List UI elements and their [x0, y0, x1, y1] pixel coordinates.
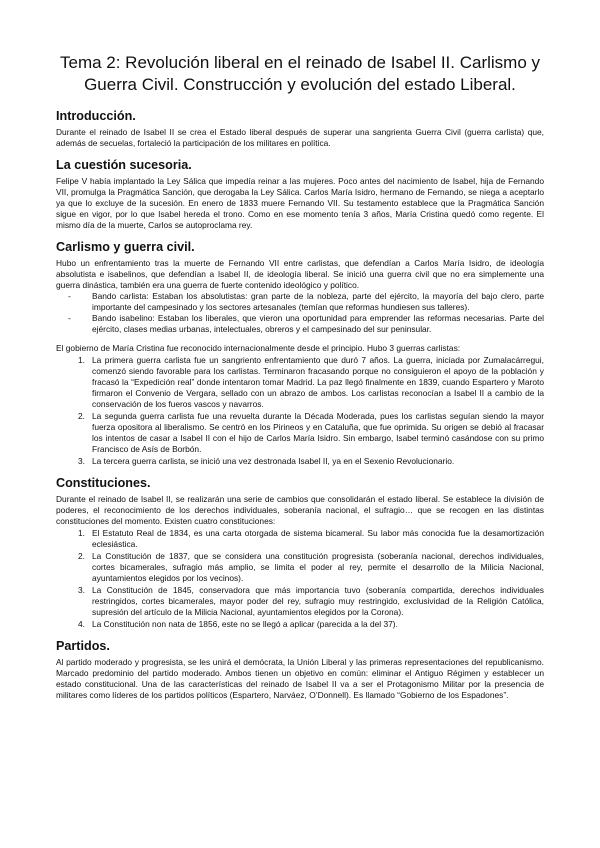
section-heading-cuestion-sucesoria: La cuestión sucesoria.: [56, 158, 192, 172]
list-item: [56, 456, 544, 467]
list-item-text: Bando isabelino: Estaban los liberales, que vieron una oportunidad para emprender las reformas necesarias. Parte del ejército, clases medias urbanas, intelectuales, obreros y el campesinado del sur peninsular.: [92, 313, 544, 334]
list-number: 1.: [78, 528, 85, 538]
list-number: 2.: [78, 411, 85, 421]
bandos-list: [56, 291, 544, 335]
document-title: Tema 2: Revolución liberal en el reinado de Isabel II. Carlismo y Guerra Civil. Construcción y evolución del estado Liberal.: [59, 53, 541, 94]
section-paragraph: Hubo un enfrentamiento tras la muerte de Fernando VII entre carlistas, que defendían a Carlos María Isidro, de ideología absolutista e isabelinos, que defendían a Isabel II, de ideología liberal. Se inició una guerra civil que no era simplemente una guerra dinástica, también era una guerra de fuerte contenido ideológico y político.: [56, 258, 544, 290]
list-item: [56, 585, 544, 618]
list-item-text: La Constitución de 1845, conservadora que más importancia tuvo (soberanía compartida, derechos individuales restringidos, cortes bicamerales, mayor poder del rey, sufragio muy restringido, exclusividad de la Religión Católica, supresión del artículo de la Milicia Nacional, ayuntamientos elegidos por la Corona).: [92, 585, 544, 617]
list-item: [56, 528, 544, 550]
list-number: 3.: [78, 456, 85, 466]
list-number: 4.: [78, 619, 85, 629]
list-item: [56, 619, 544, 630]
list-item: [56, 411, 544, 455]
section-paragraph: Durante el reinado de Isabel II se crea el Estado liberal después de superar una sangrienta Guerra Civil (guerra carlista) que, además de secuelas, fortaleció la participación de los militares en política.: [56, 127, 544, 148]
dash-bullet: -: [68, 291, 71, 301]
section-paragraph: Felipe V había implantado la Ley Sálica que impedía reinar a las mujeres. Poco antes del nacimiento de Isabel, hija de Fernando VII, promulga la Pragmática Sanción, que derogaba la Ley Sálica. Carlos María Isidro, hermano de Fernando, se niega a aceptarlo ya que lo excluye de la sucesión. En enero de 1833 muere Fernando VII. Su testamento establece que la Pragmática Sanción sigue en vigor, por lo que Isabel hereda el trono. Como en ese momento tenía 3 años, María Cristina quedó como regente. El mismo día de la muerte, Carlos se autoproclama rey.: [56, 176, 544, 230]
section-heading-carlismo: Carlismo y guerra civil.: [56, 240, 195, 254]
list-item: [56, 355, 544, 410]
list-number: 2.: [78, 551, 85, 561]
list-item-text: La segunda guerra carlista fue una revuelta durante la Década Moderada, pues los carlistas seguían siendo la mayor fuerza opositora al liberalismo. Se centró en los Pirineos y en Cataluña, que fue oprimida. Su origen se debió al fracasar los intentos de casar a Isabel II con el hijo de Carlos María Isidro. Sin embargo, Isabel terminó casándose con su primo Francisco de Asís de Borbón.: [92, 411, 544, 454]
section-paragraph: El gobierno de María Cristina fue reconocido internacionalmente desde el principio. Hubo 3 guerras carlistas:: [56, 343, 461, 353]
list-item: [56, 313, 544, 335]
section-heading-introduccion: Introducción.: [56, 109, 136, 123]
list-item-text: La tercera guerra carlista, se inició una vez destronada Isabel II, ya en el Sexenio Revolucionario.: [92, 456, 455, 466]
list-number: 1.: [78, 355, 85, 365]
list-item: [56, 551, 544, 584]
list-item-text: La Constitución de 1837, que se considera una constitución progresista (soberanía nacional, derechos individuales, cortes bicamerales, sufragio más amplio, se limita el poder al rey, permite el desarrollo de la Milicia Nacional, ayuntamientos elegidos por los vecinos).: [92, 551, 544, 583]
list-number: 3.: [78, 585, 85, 595]
list-item: [56, 291, 544, 313]
section-heading-constituciones: Constituciones.: [56, 476, 151, 490]
constituciones-list: [56, 528, 544, 630]
list-item-text: Bando carlista: Estaban los absolutistas: gran parte de la nobleza, parte del ejército, la mayoría del bajo clero, parte importante del campesinado y los sectores artesanales (temían que reformas hundiesen sus talleres).: [92, 291, 544, 312]
section-paragraph: Durante el reinado de Isabel II, se realizarán una serie de cambios que consolidarán el estado liberal. Se establece la división de poderes, el reconocimiento de los derechos individuales, soberanía nacional, el sufragio… que se recogen en las distintas constituciones del momento. Existen cuatro constituciones:: [56, 494, 544, 526]
section-paragraph: Al partido moderado y progresista, se les unirá el demócrata, la Unión Liberal y las primeras representaciones del republicanismo. Marcado predominio del partido moderado. Ambos tienen un objetivo en común: eliminar el Antiguo Régimen y establecer un estado constitucional. Una de las características del reinado de Isabel II va a ser el Protagonismo Militar por la presencia de militares como líderes de los partidos políticos (Espartero, Narváez, O’Donnell). Es llamado “Gobierno de los Espadones”.: [56, 657, 544, 700]
guerras-list: [56, 355, 544, 467]
dash-bullet: -: [68, 313, 71, 323]
list-item-text: El Estatuto Real de 1834, es una carta otorgada de sistema bicameral. Su labor más conocida fue la desamortización eclesiástica.: [92, 528, 544, 549]
section-heading-partidos: Partidos.: [56, 639, 110, 653]
list-item-text: La Constitución non nata de 1856, este no se llegó a aplicar (parecida a la del 37).: [92, 619, 398, 629]
list-item-text: La primera guerra carlista fue un sangriento enfrentamiento que duró 7 años. La guerra, iniciada por Zumalacárregui, comenzó siendo favorable para los carlistas. Terminaron fracasando porque no consiguieron el apoyo de la población y fracasó la “Expedición real” donde intentaron tomar Madrid. La paz llegó finalmente en 1839, cuando Espartero y Maroto firmaron el Convenio de Vergara, sellado con un abrazo de ambos. Los carlistas reconocían a Isabel II a cambio de la conservación de los fueros vascos y navarros.: [92, 355, 544, 409]
